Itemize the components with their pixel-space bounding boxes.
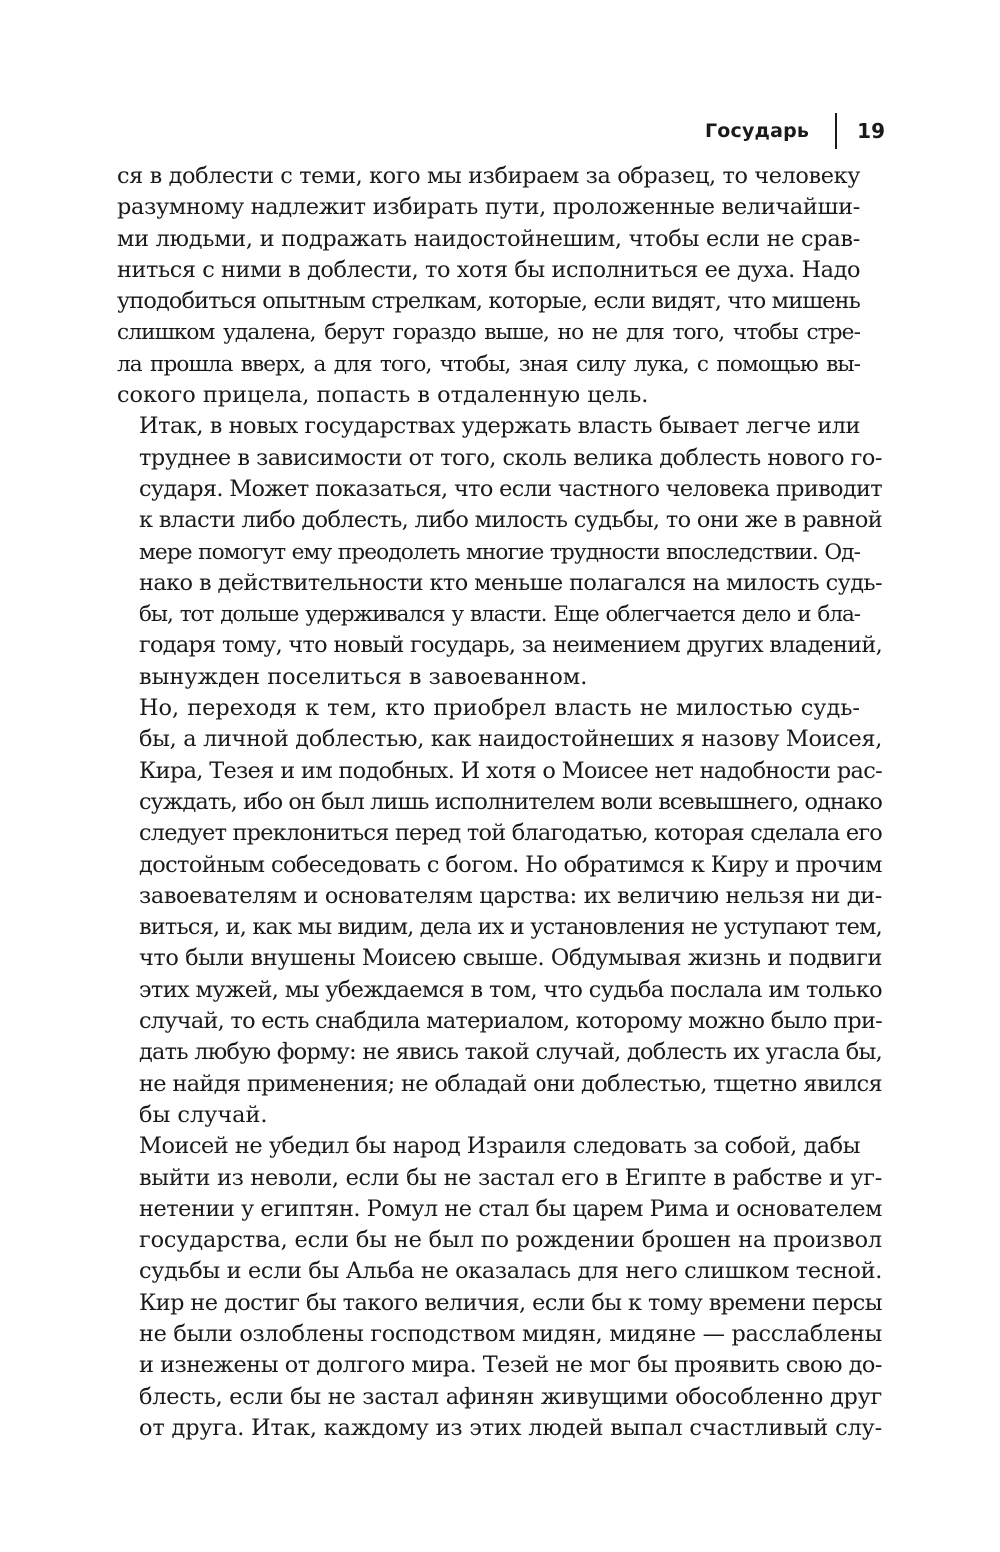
text-line: Итак, в новых государствах удержать власть бывает легче или [139,413,860,440]
text-line: бы случай. [139,1101,268,1128]
text-line: труднее в зависимости от того, сколь велика доблесть нового го- [139,444,882,471]
text-line: блесть, если бы не застал афинян живущими обособленно друг [139,1383,882,1410]
text-line: нако в действительности кто меньше полагался на милость судь- [139,569,883,596]
text-line: ла прошла вверх, а для того, чтобы, зная силу лука, с помощью вы- [117,351,860,377]
text-line: не были озлоблены господством мидян, мидяне — расслаблены [139,1320,882,1347]
text-line: дать любую форму: не явись такой случай, доблесть их угасла бы, [139,1039,882,1066]
text-line: уподобиться опытным стрелкам, которые, если видят, что мишень [117,288,860,315]
text-line: следует преклониться перед той благодатью, которая сделала его [139,820,882,847]
text-line: государства, если бы не был по рождении брошен на произвол [139,1227,882,1254]
text-line: и изнежены от долгого мира. Тезей не мог бы проявить свою до- [139,1352,882,1379]
text-line: выйти из неволи, если бы не застал его в Египте в рабстве и уг- [139,1164,882,1191]
text-line: завоевателям и основателям царства: их величию нельзя ни ди- [139,882,882,909]
page-number: 19 [857,119,885,143]
text-line: судьбы и если бы Альба не оказалась для него слишком тесной. [139,1258,882,1285]
text-line: Кира, Тезея и им подобных. И хотя о Моисее нет надобности рас- [139,757,882,784]
running-header [705,113,885,149]
text-line: разумному надлежит избирать пути, проложенные величайши- [117,194,860,221]
text-line: суждать, ибо он был лишь исполнителем воли всевышнего, однако [139,788,882,815]
text-line: к власти либо доблесть, либо милость судьбы, то они же в равной [139,507,882,534]
text-line: вынужден поселиться в завоеванном. [139,663,588,690]
text-line: сударя. Может показаться, что если частного человека приводит [139,475,882,502]
text-line: не найдя применения; не обладай они доблестью, тщетно явился [139,1070,882,1097]
running-header-title: Государь [704,120,810,142]
text-line: достойным собеседовать с богом. Но обратимся к Киру и прочим [139,851,882,878]
text-line: этих мужей, мы убеждаемся в том, что судьба послала им только [139,976,882,1003]
text-line: сокого прицела, попасть в отдаленную цель. [117,382,649,409]
text-line: Но, переходя к тем, кто приобрел власть не милостью судь- [139,695,860,722]
body-text [117,161,883,1444]
text-line: случай, то есть снабдила материалом, которому можно было при- [139,1008,882,1035]
text-line: виться, и, как мы видим, дела их и установления не уступают тем, [139,914,882,941]
header-divider [835,113,837,149]
paragraph [117,693,882,1131]
text-line: нетении у египтян. Ромул не стал бы царем Рима и основателем [139,1195,882,1222]
text-line: годаря тому, что новый государь, за неимением других владений, [139,632,882,659]
text-line: Моисей не убедил бы народ Израиля следовать за собой, дабы [139,1133,860,1160]
paragraph [117,161,860,411]
text-line: бы, тот дольше удерживался у власти. Еще облегчается дело и бла- [139,602,860,628]
text-line: мере помогут ему преодолеть многие трудности впоследствии. Од- [139,539,860,565]
text-line: ся в доблести с теми, кого мы избираем за образец, то человеку [117,163,860,189]
text-line: бы, а личной доблестью, как наидостойнеших я назову Моисея, [139,726,882,753]
text-line: слишком удалена, берут гораздо выше, но не для того, чтобы стре- [117,320,860,346]
paragraph [117,1131,882,1444]
text-line: ниться с ними в доблести, то хотя бы исполниться ее духа. Надо [117,256,860,283]
text-line: что были внушены Моисею свыше. Обдумывая жизнь и подвиги [139,945,882,972]
text-line: ми людьми, и подражать наидостойнешим, чтобы если не срав- [117,225,860,252]
text-line: от друга. Итак, каждому из этих людей выпал счастливый слу- [139,1414,882,1441]
paragraph [117,411,883,693]
text-line: Кир не достиг бы такого величия, если бы к тому времени персы [139,1289,882,1316]
